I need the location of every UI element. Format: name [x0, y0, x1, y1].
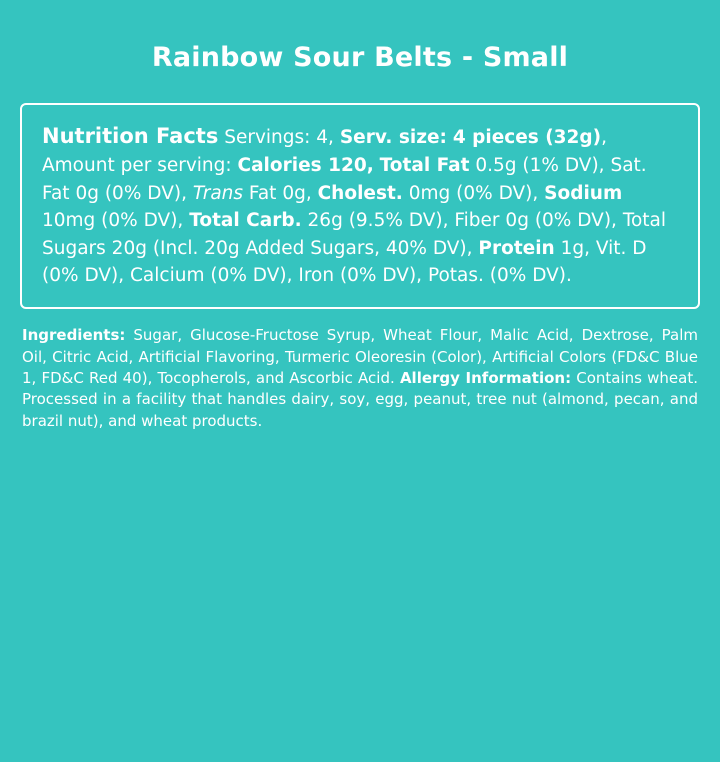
trans-label: Trans	[192, 182, 244, 204]
total-carb-value: 26g (9.5% DV),	[307, 210, 449, 232]
ingredients-text: Sugar, Glucose-Fructose Syrup, Wheat Flour, Malic Acid, Dextrose, Palm Oil, Citric Acid, Artificial Flavoring, Turmeric Oleoresin (Color), Artificial Colors (FD&C Blue 1, FD&C Red 40), Tocopherols, and Ascorbic Acid.	[22, 326, 698, 387]
nutrition-label-page	[0, 42, 720, 762]
total-sugars: Total Sugars 20g (Incl. 20g Added Sugars, 40% DV),	[42, 210, 667, 259]
servings-label: Servings:	[224, 127, 311, 149]
amount-per-serving-label: Amount per serving:	[42, 155, 232, 177]
nutrition-facts-text	[42, 121, 678, 289]
total-fat-label: Total Fat	[379, 155, 470, 177]
cholest-label: Cholest.	[317, 182, 403, 204]
calcium: Calcium (0% DV),	[130, 264, 293, 286]
calories-label: Calories 120,	[237, 155, 374, 177]
sat-fat-value: 0g (0% DV),	[75, 182, 187, 204]
cholest-value: 0mg (0% DV),	[408, 182, 539, 204]
serving-size-comma: ,	[601, 127, 608, 149]
ingredients-section	[20, 325, 700, 431]
page-title: Rainbow Sour Belts - Small	[151, 42, 569, 73]
protein-value: 1g,	[560, 237, 591, 259]
nutrition-facts-panel	[20, 103, 700, 309]
vitamin-d: Vit. D (0% DV),	[42, 237, 647, 286]
servings-value: 4,	[316, 127, 334, 149]
ingredients-label: Ingredients:	[22, 326, 126, 345]
iron: Iron (0% DV),	[298, 264, 423, 286]
potassium: Potas. (0% DV).	[427, 264, 572, 286]
fiber-value: 0g (0% DV),	[505, 210, 617, 232]
sodium-value: 10mg (0% DV),	[42, 210, 184, 232]
protein-label: Protein	[478, 237, 555, 259]
sat-fat-label: Sat. Fat	[42, 155, 647, 204]
serving-size-label: Serv. size:	[339, 127, 447, 149]
total-carb-label: Total Carb.	[189, 210, 302, 232]
total-fat-value: 0.5g (1% DV),	[475, 155, 605, 177]
fiber-label: Fiber	[454, 210, 500, 232]
trans-value: Fat 0g,	[248, 182, 312, 204]
allergy-information-text: Contains wheat. Processed in a facility that handles dairy, soy, egg, peanut, tree nut (almond, pecan, and brazil nut), and wheat products.	[22, 368, 698, 430]
sodium-label: Sodium	[544, 182, 623, 204]
serving-size-value: 4 pieces (32g)	[452, 127, 602, 149]
nutrition-facts-heading: Nutrition Facts	[42, 124, 219, 149]
allergy-information-label: Allergy Information:	[399, 368, 572, 387]
